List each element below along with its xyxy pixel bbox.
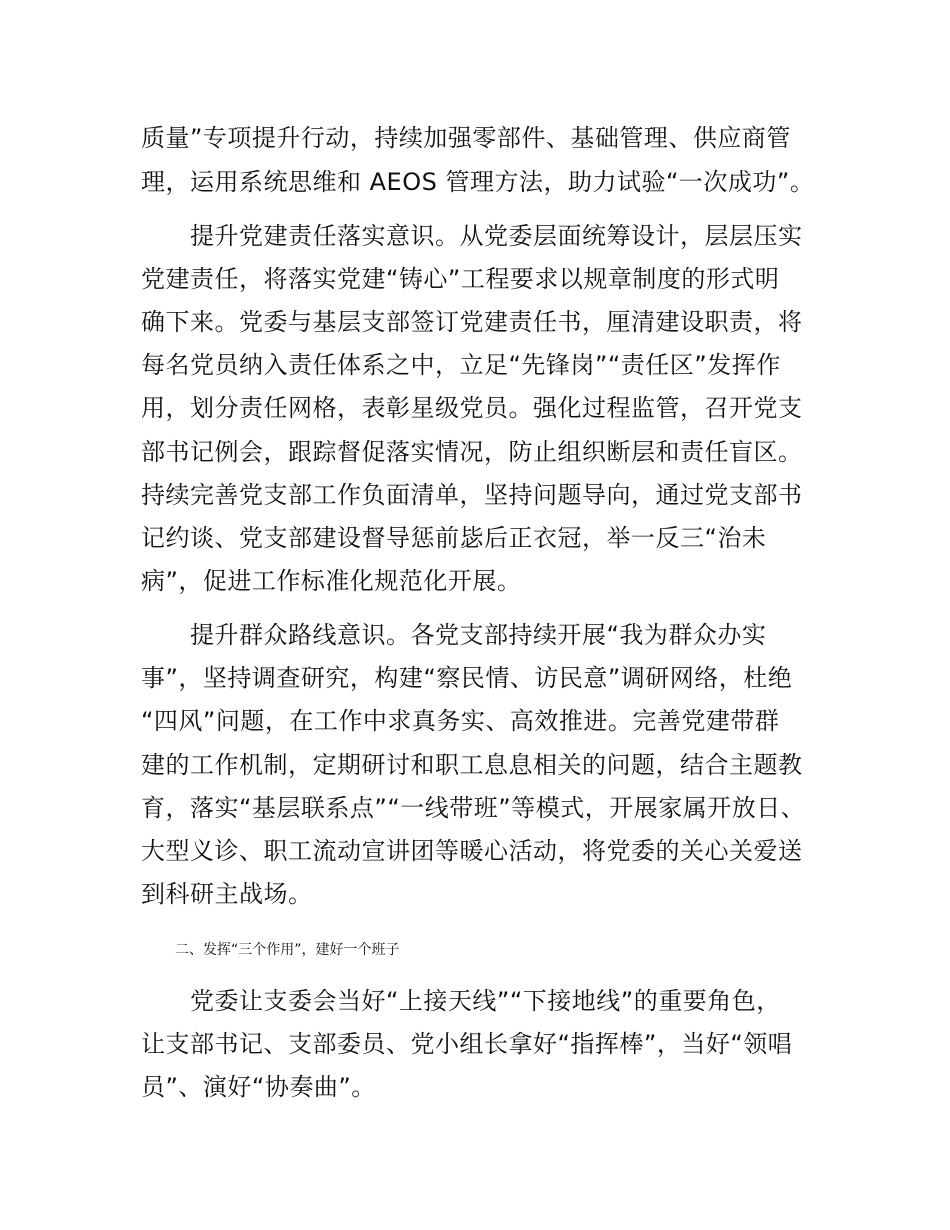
paragraph-first-line: 提升群众路线意识。各党支部持续开展“我为群众办实	[190, 621, 767, 649]
paragraph-line: 每名党员纳入责任体系之中，立足“先锋岗”“责任区”发挥作	[141, 351, 781, 379]
paragraph-line: 党建责任，将落实党建“铸心”工程要求以规章制度的形式明	[141, 265, 780, 293]
paragraph-line: 部书记例会，跟踪督促落实情况，防止组织断层和责任盲区。	[141, 438, 803, 466]
section-heading: 二、发挥“三个作用”，建好一个班子	[175, 942, 400, 958]
paragraph-line: 事”，坚持调查研究，构建“察民情、访民意”调研网络，杜绝	[141, 664, 793, 692]
paragraph-line: 病”，促进工作标准化规范化开展。	[141, 567, 522, 595]
paragraph-line: 理，运用系统思维和 AEOS 管理方法，助力试验“一次成功”。	[141, 168, 815, 196]
paragraph-line: 持续完善党支部工作负面清单，坚持问题导向，通过党支部书	[141, 481, 803, 509]
paragraph-line: 育，落实“基层联系点”“一线带班”等模式，开展家属开放日、	[141, 794, 806, 822]
paragraph-line: “四风”问题，在工作中求真务实、高效推进。完善党建带群	[141, 707, 780, 735]
paragraph-line: 到科研主战场。	[141, 880, 313, 908]
paragraph-line: 员”、演好“协奏曲”。	[141, 1073, 376, 1101]
paragraph-line: 确下来。党委与基层支部签订党建责任书，厘清建设职责，将	[141, 308, 803, 336]
paragraph-first-line: 党委让支委会当好“上接天线”“下接地线”的重要角色，	[190, 987, 781, 1015]
paragraph-line: 大型义诊、职工流动宣讲团等暖心活动，将党委的关心关爱送	[141, 837, 803, 865]
paragraph-line: 建的工作机制，定期研讨和职工息息相关的问题，结合主题教	[141, 751, 803, 779]
paragraph-line: 质量”专项提升行动，持续加强零部件、基础管理、供应商管	[141, 124, 791, 152]
paragraph-first-line: 提升党建责任落实意识。从党委层面统筹设计，层层压实	[190, 222, 803, 250]
paragraph-line: 记约谈、党支部建设督导惩前毖后正衣冠，举一反三“治未	[141, 524, 767, 552]
paragraph-line: 用，划分责任网格，表彰星级党员。强化过程监管，召开党支	[141, 394, 803, 422]
paragraph-line: 让支部书记、支部委员、党小组长拿好“指挥棒”，当好“领唱	[141, 1030, 793, 1058]
